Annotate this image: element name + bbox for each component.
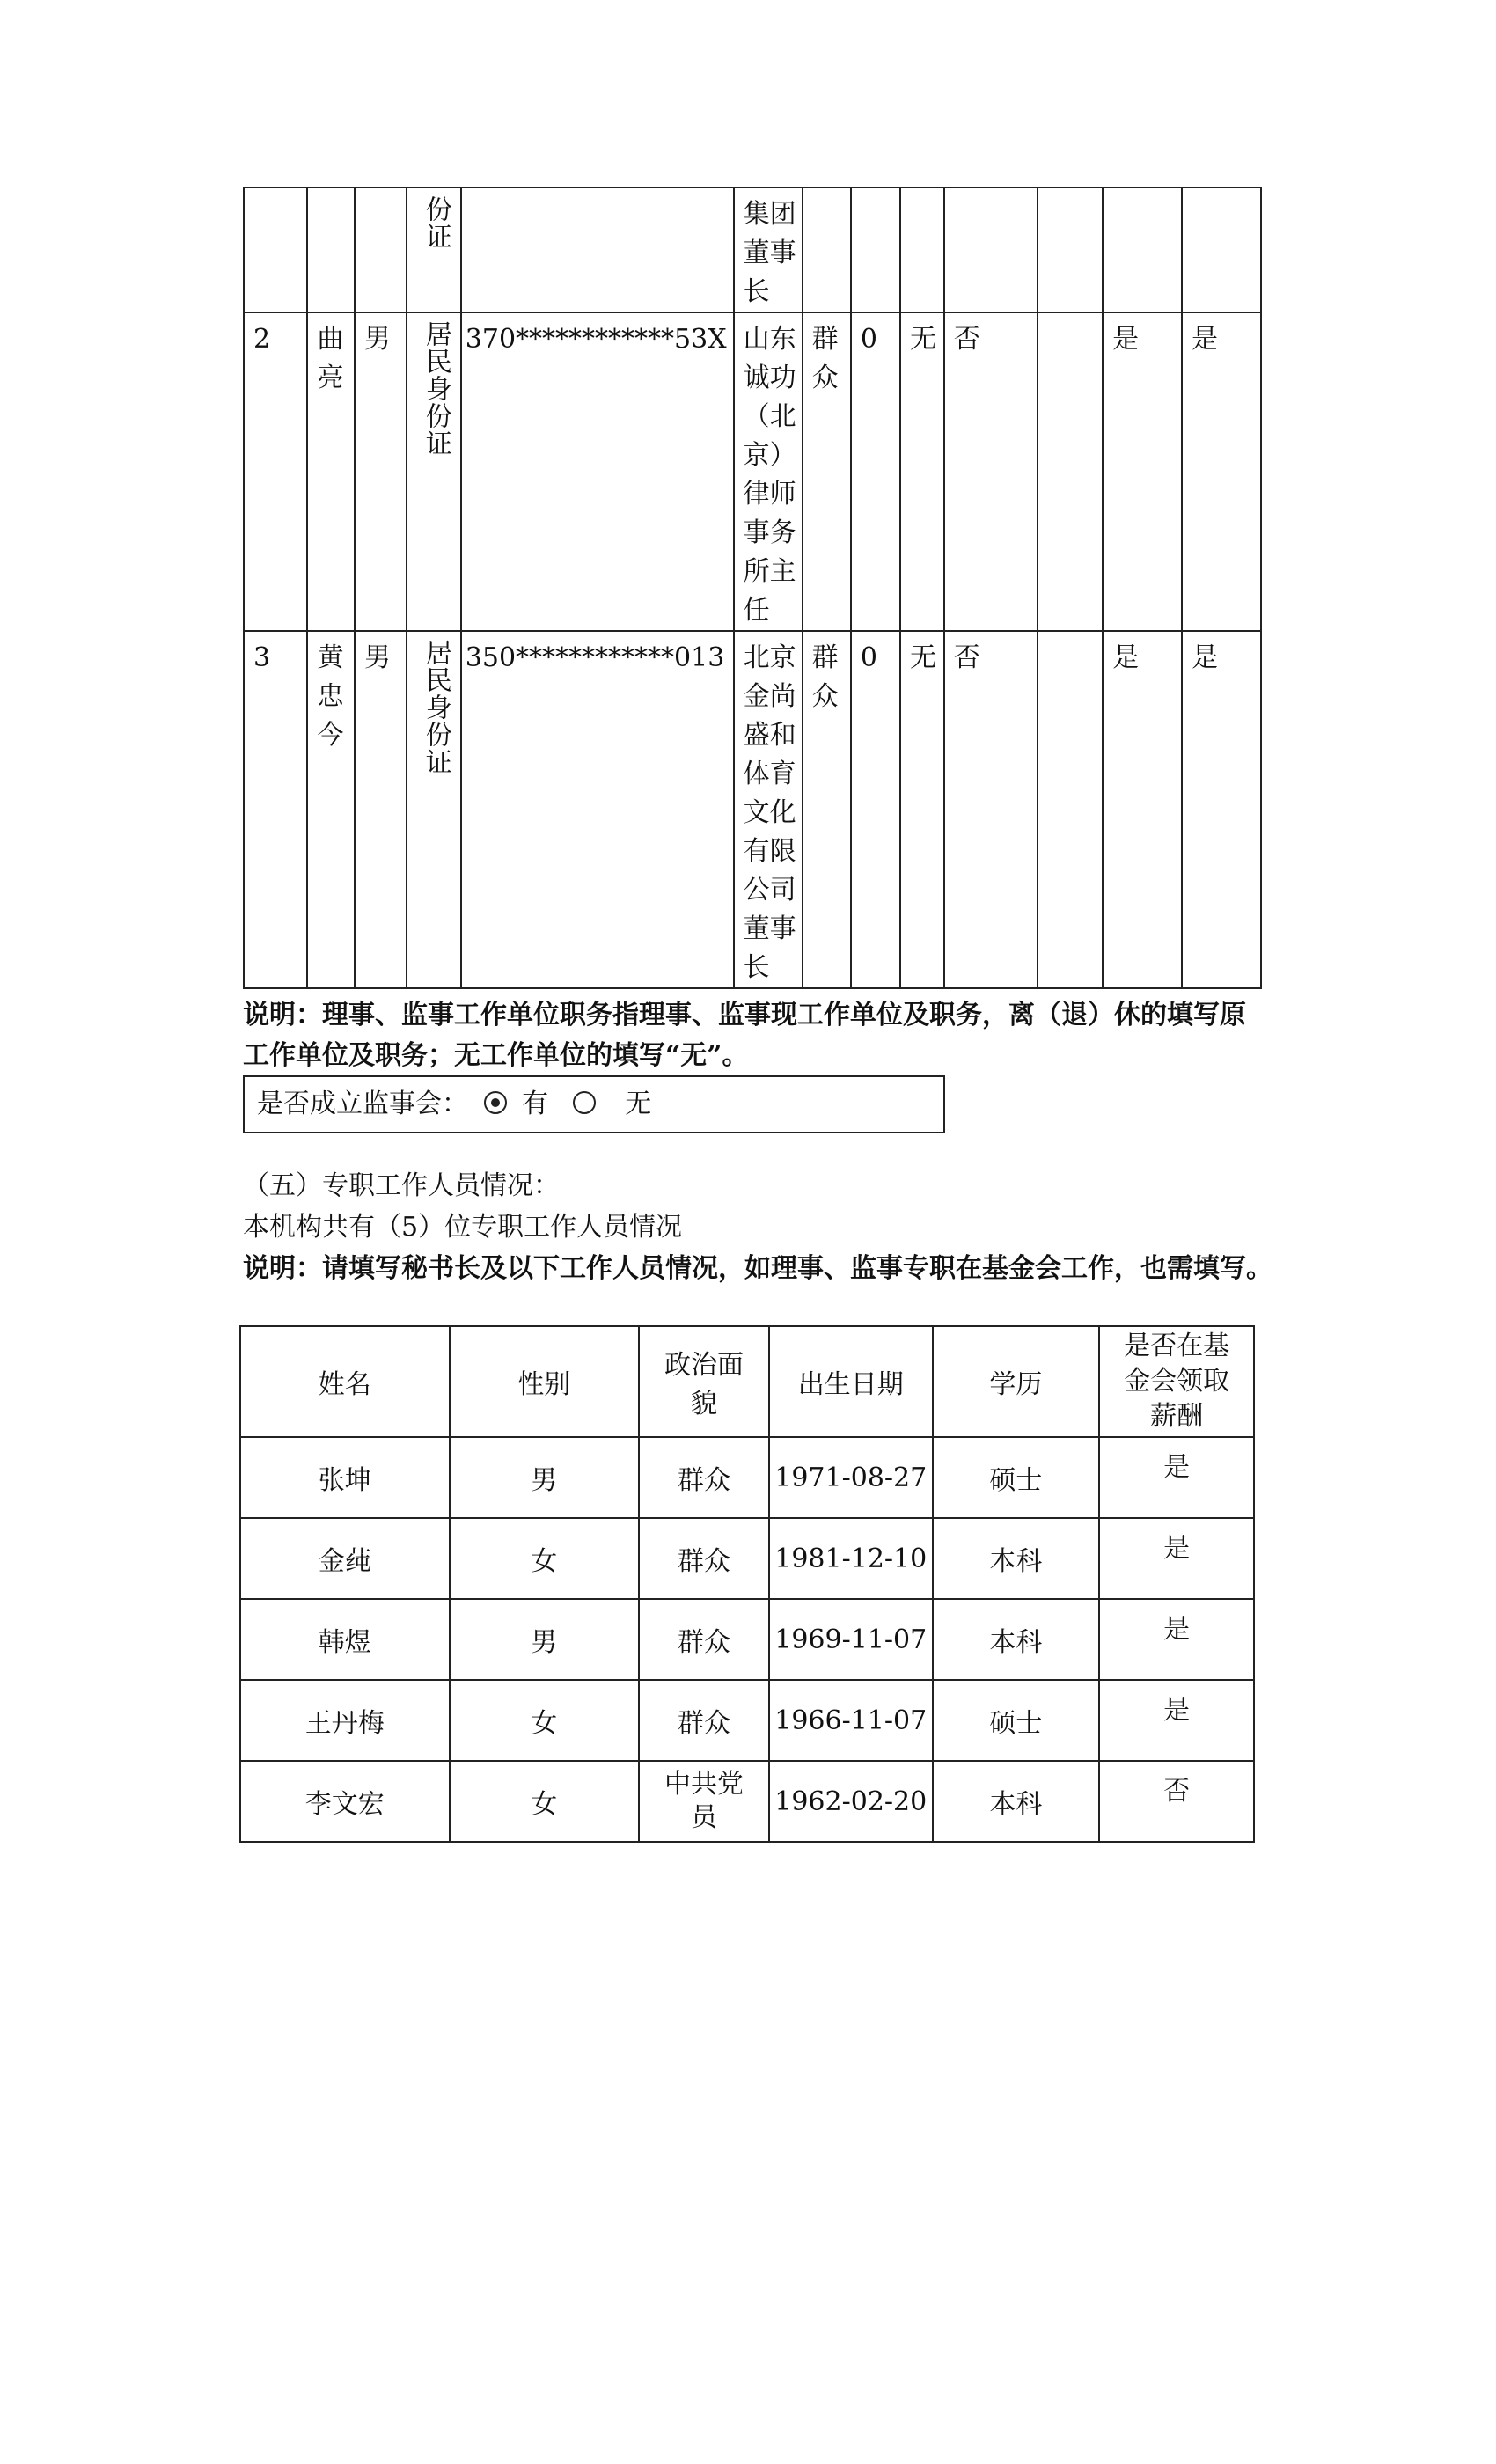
table-row — [240, 1761, 1254, 1842]
table-cell: 韩煜 — [240, 1599, 450, 1680]
table-cell: 群众 — [639, 1599, 769, 1680]
status-cell: 是 — [1103, 631, 1182, 988]
status-cell: 是 — [1182, 312, 1261, 631]
header-cell: 姓名 — [240, 1326, 450, 1437]
id-type-cell: 份证 — [420, 195, 451, 250]
staff-count-text: 本机构共有（5）位专职工作人员情况 — [243, 1212, 683, 1243]
status-cell: 无 — [900, 312, 944, 631]
table-cell: 1962-02-20 — [769, 1761, 933, 1842]
table-cell: 本科 — [933, 1518, 1100, 1599]
workplace-cell: 集团董事长 — [743, 199, 796, 307]
table-row — [244, 312, 1261, 631]
row-number: 2 — [244, 312, 307, 631]
table-row — [240, 1437, 1254, 1518]
note-text: 说明：请填写秘书长及以下工作人员情况，如理事、监事专职在基金会工作，也需填写。 — [243, 1253, 1272, 1284]
id-type-cell: 居民身份证 — [420, 639, 451, 775]
status-cell: 否 — [944, 631, 1038, 988]
id-number: 350************013 — [461, 631, 734, 988]
radio-unselected-icon[interactable] — [573, 1091, 596, 1114]
status-cell: 是 — [1182, 631, 1261, 988]
table-row — [240, 1518, 1254, 1599]
status-cell: 否 — [944, 312, 1038, 631]
table-cell: 否 — [1099, 1761, 1254, 1842]
table-cell: 女 — [450, 1761, 640, 1842]
table-cell: 1966-11-07 — [769, 1680, 933, 1761]
table-cell: 1971-08-27 — [769, 1437, 933, 1518]
id-type-cell: 居民身份证 — [420, 320, 451, 457]
table-cell: 王丹梅 — [240, 1680, 450, 1761]
supervisor-board-label: 是否成立监事会： — [257, 1089, 468, 1119]
political-status: 群众 — [811, 324, 839, 393]
table-cell: 群众 — [639, 1518, 769, 1599]
table-cell: 男 — [450, 1599, 640, 1680]
member-gender: 男 — [355, 631, 407, 988]
id-number: 370************53X — [461, 312, 734, 631]
status-cell: 是 — [1103, 312, 1182, 631]
member-name: 曲亮 — [317, 324, 344, 393]
table-row — [240, 1680, 1254, 1761]
table-cell: 本科 — [933, 1599, 1100, 1680]
table-cell: 硕士 — [933, 1680, 1100, 1761]
table-row — [244, 631, 1261, 988]
note-text: 工作单位及职务；无工作单位的填写“无”。 — [243, 1040, 749, 1071]
header-cell: 出生日期 — [769, 1326, 933, 1437]
table-cell: 女 — [450, 1680, 640, 1761]
status-cell: 无 — [900, 631, 944, 988]
staff-table — [239, 1325, 1255, 1843]
table-cell: 中共党员 — [639, 1761, 769, 1842]
section-title: （五）专职工作人员情况： — [243, 1170, 560, 1201]
table-cell: 硕士 — [933, 1437, 1100, 1518]
table-cell: 张坤 — [240, 1437, 450, 1518]
table-cell: 李文宏 — [240, 1761, 450, 1842]
option-no-label: 无 — [625, 1089, 652, 1119]
table-cell: 群众 — [639, 1437, 769, 1518]
table-cell: 1969-11-07 — [769, 1599, 933, 1680]
row-number: 3 — [244, 631, 307, 988]
header-cell: 是否在基金会领取薪酬 — [1099, 1326, 1254, 1437]
workplace-cell: 北京金尚盛和体育文化有限公司董事长 — [743, 642, 796, 983]
header-cell: 性别 — [450, 1326, 640, 1437]
workplace-cell: 山东诚功（北京）律师事务所主任 — [743, 324, 796, 626]
political-status: 群众 — [811, 642, 839, 712]
empty-cell — [1038, 631, 1103, 988]
header-cell: 政治面貌 — [639, 1326, 769, 1437]
table-cell: 是 — [1099, 1680, 1254, 1761]
table-cell: 是 — [1099, 1437, 1254, 1518]
table-cell: 本科 — [933, 1761, 1100, 1842]
option-yes-label: 有 — [522, 1089, 549, 1119]
count-cell: 0 — [851, 312, 900, 631]
member-name: 黄忠今 — [317, 642, 344, 751]
radio-selected-icon[interactable] — [484, 1091, 507, 1114]
table-row — [240, 1599, 1254, 1680]
empty-cell — [1038, 312, 1103, 631]
member-gender: 男 — [355, 312, 407, 631]
count-cell: 0 — [851, 631, 900, 988]
note-text: 说明：理事、监事工作单位职务指理事、监事现工作单位及职务，离（退）休的填写原 — [243, 1000, 1246, 1030]
table-cell: 男 — [450, 1437, 640, 1518]
supervisor-board-field — [243, 1075, 945, 1133]
table-cell: 是 — [1099, 1599, 1254, 1680]
table-cell: 是 — [1099, 1518, 1254, 1599]
table-cell: 群众 — [639, 1680, 769, 1761]
board-member-table — [243, 187, 1262, 989]
table-cell: 金莼 — [240, 1518, 450, 1599]
table-row — [244, 187, 1261, 312]
table-cell: 1981-12-10 — [769, 1518, 933, 1599]
table-cell: 女 — [450, 1518, 640, 1599]
header-cell: 学历 — [933, 1326, 1100, 1437]
table-header-row — [240, 1326, 1254, 1437]
